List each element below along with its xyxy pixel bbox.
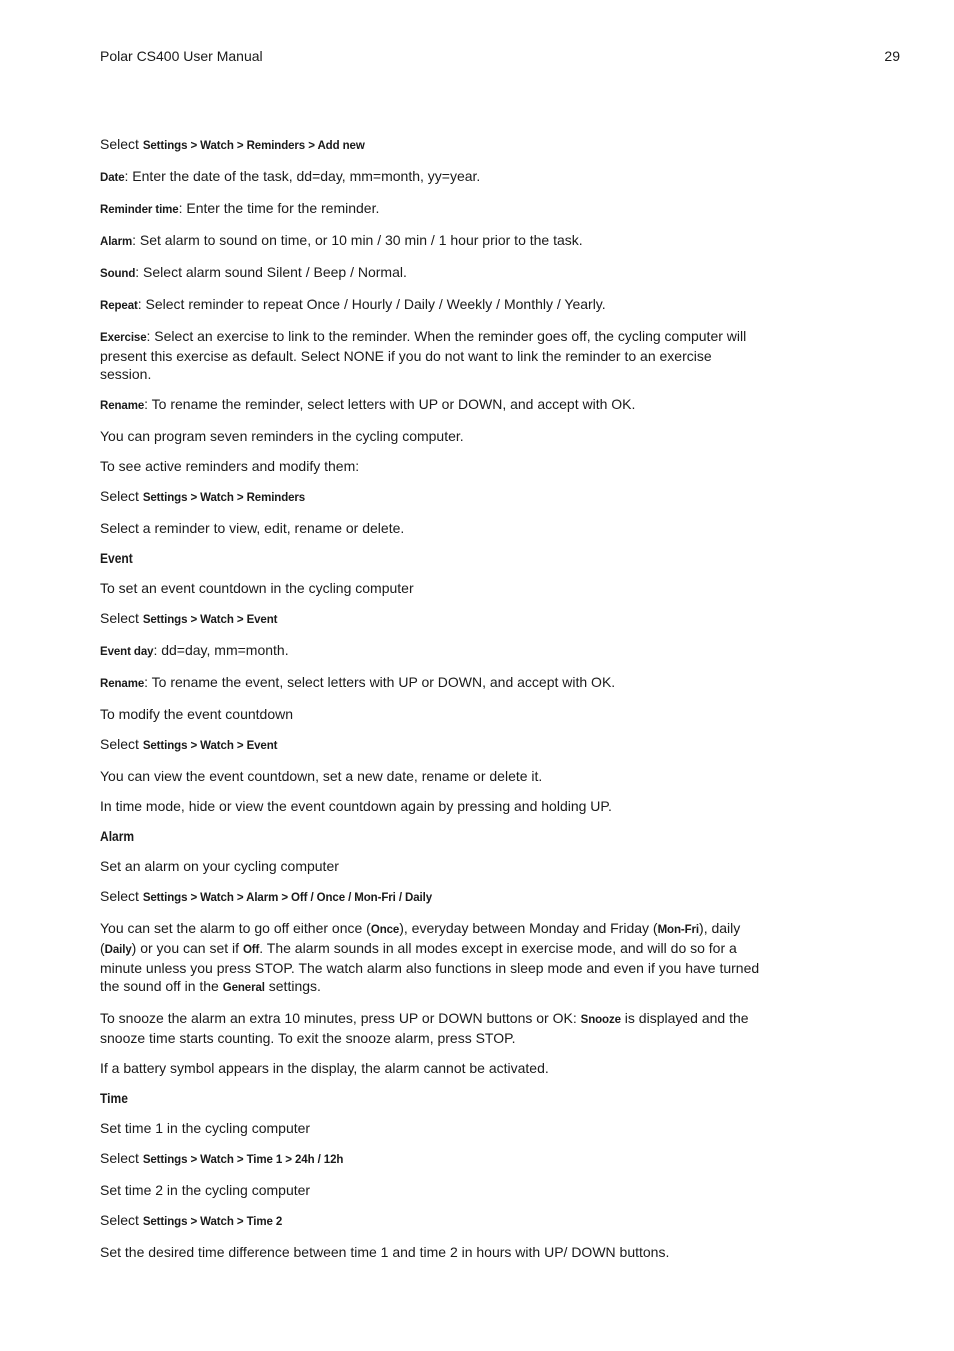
event-time-mode-note: In time mode, hide or view the event countdown again by pressing and holding UP. [100,798,612,814]
event-modify-note: To modify the event countdown [100,706,294,722]
reminders-menu-path-2: Select Settings > Watch > Reminders [100,488,306,504]
document-title: Polar CS400 User Manual [100,48,263,64]
alarm-battery-note: If a battery symbol appears in the display, the alarm cannot be activated. [100,1060,549,1076]
event-menu-path: Select Settings > Watch > Event [100,610,278,626]
alarm-description: You can set the alarm to go off either once (Once), everyday between Monday and Friday (Mon-Fri), daily (Daily) or you can set if Off. The alarm sounds in all modes except in exercise mode, and will do so for a minute unless you press STOP. The watch alarm also functions in sleep mode and even if you have turned the sound off in the General settings. [100,920,760,994]
event-rename-item: Rename: To rename the event, select letters with UP or DOWN, and accept with OK. [100,674,616,690]
time-difference-note: Set the desired time difference between time 1 and time 2 in hours with UP/ DOWN buttons. [100,1244,670,1260]
event-heading: Event [100,550,133,566]
alarm-intro: Set an alarm on your cycling computer [100,858,339,874]
time-1-menu-path: Select Settings > Watch > Time 1 > 24h / 12h [100,1150,344,1166]
reminder-exercise-item: Exercise: Select an exercise to link to the reminder. When the reminder goes off, the cycling computer will present this exercise as default. Select NONE if you do not want to link the reminder to an exercise session. [100,328,747,382]
reminders-count-note: You can program seven reminders in the cycling computer. [100,428,464,444]
reminder-repeat-item: Repeat: Select reminder to repeat Once / Hourly / Daily / Weekly / Monthly / Yearly. [100,296,606,312]
event-intro: To set an event countdown in the cycling computer [100,580,414,596]
reminder-rename-item: Rename: To rename the reminder, select letters with UP or DOWN, and accept with OK. [100,396,636,412]
time-1-intro: Set time 1 in the cycling computer [100,1120,311,1136]
time-2-intro: Set time 2 in the cycling computer [100,1182,311,1198]
time-2-menu-path: Select Settings > Watch > Time 2 [100,1212,283,1228]
time-heading: Time [100,1090,128,1106]
reminders-menu-path: Select Settings > Watch > Reminders > Add new [100,136,365,152]
event-day-item: Event day: dd=day, mm=month. [100,642,289,658]
reminder-date-item: Date: Enter the date of the task, dd=day, mm=month, yy=year. [100,168,481,184]
reminder-alarm-item: Alarm: Set alarm to sound on time, or 10 min / 30 min / 1 hour prior to the task. [100,232,583,248]
reminders-select-note: Select a reminder to view, edit, rename or delete. [100,520,405,536]
page-number: 29 [884,48,900,64]
event-view-note: You can view the event countdown, set a new date, rename or delete it. [100,768,543,784]
reminder-time-item: Reminder time: Enter the time for the reminder. [100,200,380,216]
event-menu-path-2: Select Settings > Watch > Event [100,736,278,752]
menu-path: Settings > Watch > Reminders > Add new [142,140,365,152]
alarm-snooze-note: To snooze the alarm an extra 10 minutes, press UP or DOWN buttons or OK: Snooze is displayed and the snooze time starts counting. To exit the snooze alarm, press STOP. [100,1010,749,1046]
page-content [100,135,760,1273]
reminder-sound-item: Sound: Select alarm sound Silent / Beep / Normal. [100,264,407,280]
alarm-heading: Alarm [100,828,135,844]
alarm-menu-path: Select Settings > Watch > Alarm > Off / Once / Mon-Fri / Daily [100,888,433,904]
reminders-active-note: To see active reminders and modify them: [100,458,360,474]
